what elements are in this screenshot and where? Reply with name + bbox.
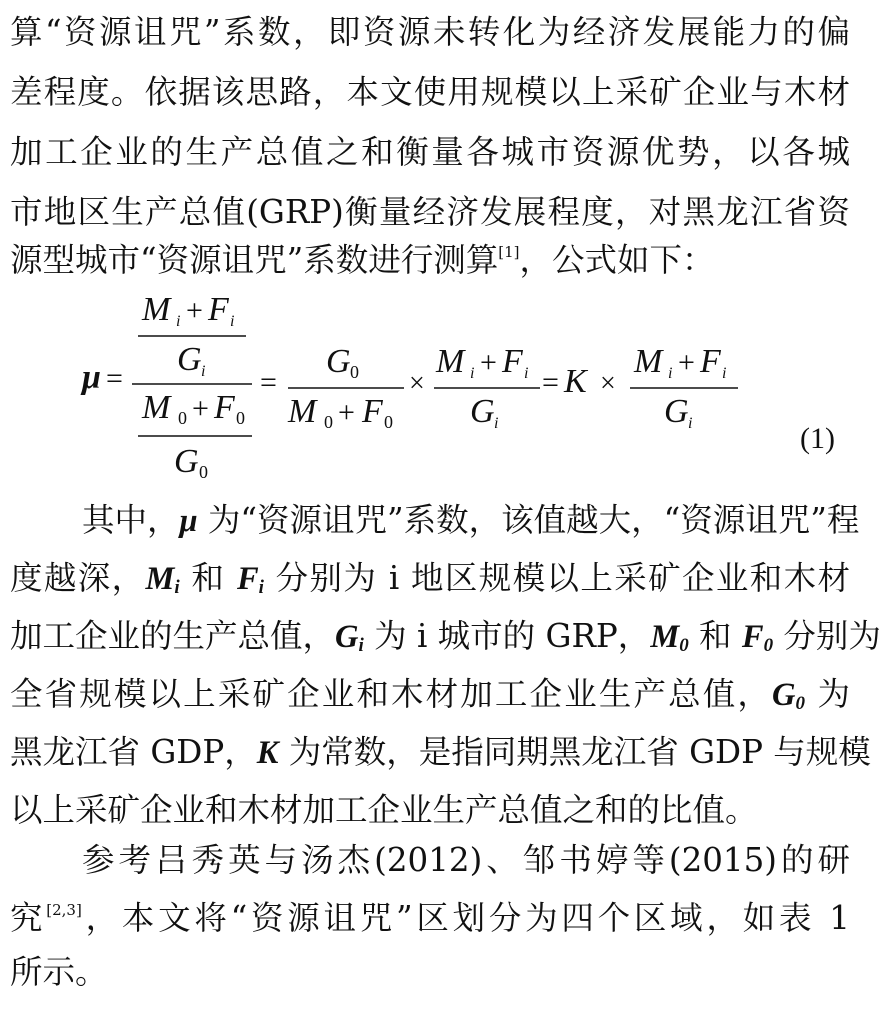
sub-i: i (201, 363, 206, 380)
text-line: 究[2,3]，本文将“资源诅咒”区划分为四个区域，如表 1 (10, 899, 850, 937)
text-line: 全省规模以上采矿企业和木材加工企业生产总值，$G_0$ 为 (10, 675, 850, 714)
sub-0: 0 (199, 462, 208, 482)
citation-ref[interactable]: [2,3] (46, 901, 82, 919)
var-Gi: $G_i$ (335, 619, 364, 656)
sub-i: i (524, 365, 529, 382)
var-G0: $G_0$ (772, 677, 806, 714)
var-F: F (502, 343, 523, 380)
var-G: G (174, 443, 199, 480)
sub-0: 0 (350, 362, 359, 382)
sub-i: i (230, 313, 235, 330)
var-K: K (564, 363, 587, 400)
var-G: G (664, 393, 689, 430)
sub-i: i (176, 313, 181, 330)
equals-sign: = (260, 366, 277, 399)
text-line: 度越深，$M_i$ 和 $F_i$ 分别为 i 地区规模以上采矿企业和木材 (10, 559, 850, 598)
citation-ref[interactable]: [1] (498, 243, 520, 261)
text-line: 其中，μ 为“资源诅咒”系数，该值越大，“资源诅咒”程 (82, 501, 860, 539)
var-M: M (436, 343, 465, 380)
var-M0: $M_0$ (650, 619, 689, 656)
var-Mi: $M_i$ (145, 561, 180, 598)
var-K: K (256, 735, 279, 771)
sub-i: i (494, 415, 499, 432)
var-M: M (142, 291, 171, 328)
sub-0: 0 (236, 408, 245, 428)
equation-number: (1) (800, 422, 835, 455)
text-line: 加工企业的生产总值之和衡量各城市资源优势，以各城 (10, 133, 850, 171)
var-F: F (362, 393, 383, 430)
var-G: G (470, 393, 495, 430)
var-F0: $F_0$ (741, 619, 774, 656)
var-G: G (326, 343, 351, 380)
text-line: 源型城市“资源诅咒”系数进行测算[1]，公式如下： (10, 241, 715, 279)
text-line: 以上采矿企业和木材加工企业生产总值之和的比值。 (10, 791, 758, 829)
var-G: G (177, 341, 202, 378)
var-M: M (142, 389, 171, 426)
equation-1 (0, 292, 864, 492)
text-line: 算“资源诅咒”系数，即资源未转化为经济发展能力的偏 (10, 13, 850, 51)
var-M: M (634, 343, 663, 380)
sub-0: 0 (384, 412, 393, 432)
var-M: M (288, 393, 317, 430)
equals-sign: = (106, 362, 123, 395)
text-line: 参考吕秀英与汤杰(2012)、邹书婷等(2015)的研 (82, 841, 850, 879)
sub-i: i (470, 365, 475, 382)
text-line: 加工企业的生产总值，$G_i$ 为 i 城市的 GRP，$M_0$ 和 $F_0$ 分别为 (10, 617, 881, 656)
text-line: 所示。 (10, 953, 108, 991)
symbol-mu: μ (82, 359, 101, 396)
var-F: F (700, 343, 721, 380)
sub-0: 0 (178, 408, 187, 428)
sub-i: i (688, 415, 693, 432)
sub-i: i (722, 365, 727, 382)
plus-sign: + (338, 396, 355, 429)
text-line: 差程度。依据该思路，本文使用规模以上采矿企业与木材 (10, 73, 850, 111)
var-F: F (208, 291, 229, 328)
text-line: 市地区生产总值(GRP)衡量经济发展程度，对黑龙江省资 (10, 193, 850, 231)
times-sign: × (600, 368, 616, 399)
plus-sign: + (480, 346, 497, 379)
symbol-mu: μ (179, 503, 198, 539)
plus-sign: + (678, 346, 695, 379)
equals-sign: = (542, 366, 559, 399)
var-Fi: $F_i$ (236, 561, 264, 598)
var-F: F (214, 389, 235, 426)
sub-0: 0 (324, 412, 333, 432)
sub-i: i (668, 365, 673, 382)
plus-sign: + (192, 392, 209, 425)
times-sign: × (409, 368, 425, 399)
text-line: 黑龙江省 GDP，K 为常数，是指同期黑龙江省 GDP 与规模 (10, 733, 871, 771)
plus-sign: + (186, 294, 203, 327)
